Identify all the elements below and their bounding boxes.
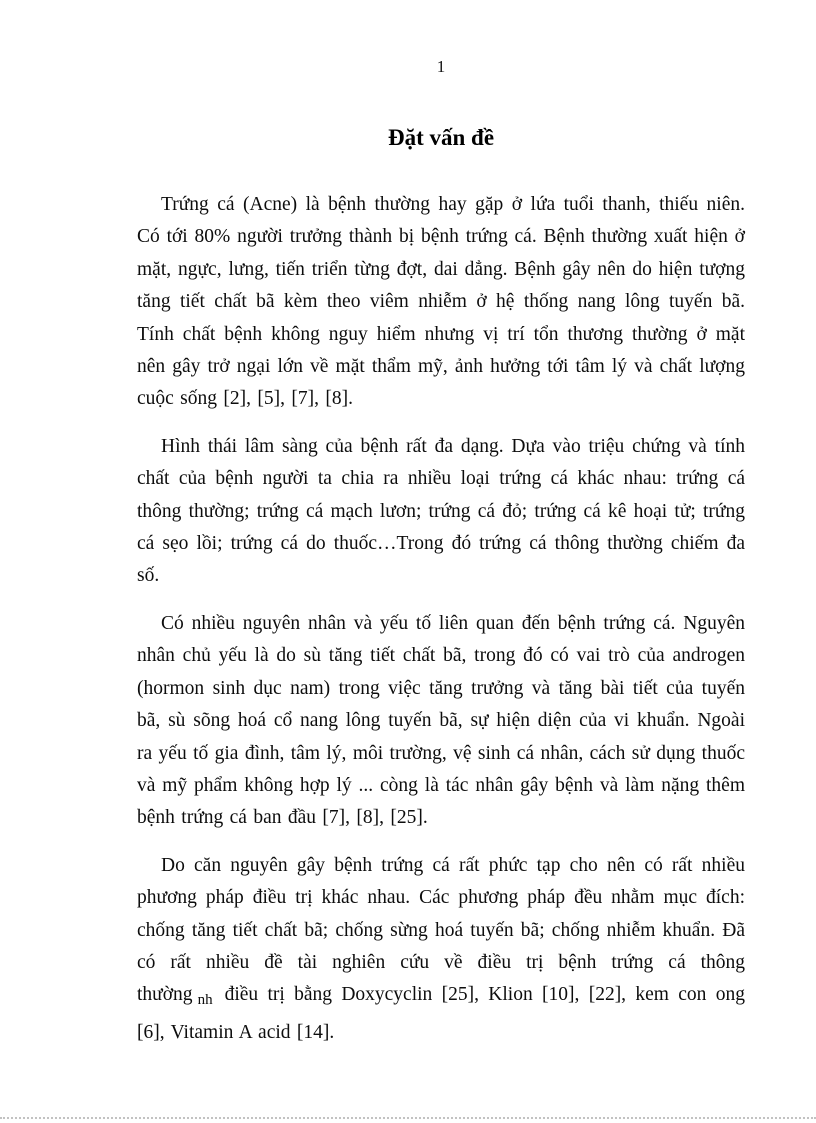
paragraph-clinical-forms: Hình thái lâm sàng của bệnh rất đa dạng. Dựa vào triệu chứng và tính chất của bệnh người ta chia ra nhiều loại trứng cá khác nhau: trứng cá thông thường; trứng cá mạch lươn; trứng cá đỏ; trứng cá kê hoại tử; trứng cá sẹo lồi; trứng cá do thuốc…Trong đó trứng cá thông thường chiếm đa số. [137, 435, 745, 587]
page-content [137, 56, 745, 1049]
page-number: 1 [436, 57, 446, 76]
page-title: Đặt vấn đề [387, 125, 495, 150]
page-bottom-dotted-line [0, 1117, 816, 1119]
paragraph-intro-acne: Trứng cá (Acne) là bệnh thường hay gặp ở lứa tuổi thanh, thiếu niên. Có tới 80% người trưởng thành bị bệnh trứng cá. Bệnh thường xuất hiện ở mặt, ngực, lưng, tiến triển từng đợt, dai dẳng. Bệnh gây nên do hiện tượng tăng tiết chất bã kèm theo viêm nhiễm ở hệ thống nang lông tuyến bã. Tính chất bệnh không nguy hiểm nhưng vị trí tổn thương thường ở mặt nên gây trở ngại lớn về mặt thẩm mỹ, ảnh hưởng tới tâm lý và chất lượng cuộc sống [2], [5], [7], [8]. [137, 194, 745, 410]
paragraph-treatments-text-before: Do căn nguyên gây bệnh trứng cá rất phức tạp cho nên có rất nhiều phương pháp điều trị khác nhau. Các phương pháp đều nhằm mục đích: chống tăng tiết chất bã; chống sừng hoá tuyến bã; chống nhiễm khuẩn. Đã có rất nhiều đề tài nghiên cứu về điều trị bệnh trứng cá thông thường [137, 854, 745, 1006]
paragraph-causes: Có nhiều nguyên nhân và yếu tố liên quan đến bệnh trứng cá. Nguyên nhân chủ yếu là do sù tăng tiết chất bã, trong đó có vai trò của androgen (hormon sinh dục nam) trong việc tăng trưởng và tăng bài tiết của tuyến bã, sù sõng hoá cổ nang lông tuyến bã, sự hiện diện của vi khuẩn. Ngoài ra yếu tố gia đình, tâm lý, môi trường, vệ sinh cá nhân, cách sử dụng thuốc và mỹ phẩm không hợp lý ... còng là tác nhân gây bệnh và làm nặng thêm bệnh trứng cá ban đầu [7], [8], [25]. [137, 612, 745, 829]
paragraph-treatments-subscript-fragment: nh [197, 992, 213, 1009]
paragraph-treatments [137, 850, 745, 1049]
paragraph-treatments-text-after: điều trị bằng Doxycyclin [25], Klion [10], [22], kem con ong [6], Vitamin A acid [14]. [137, 984, 745, 1043]
